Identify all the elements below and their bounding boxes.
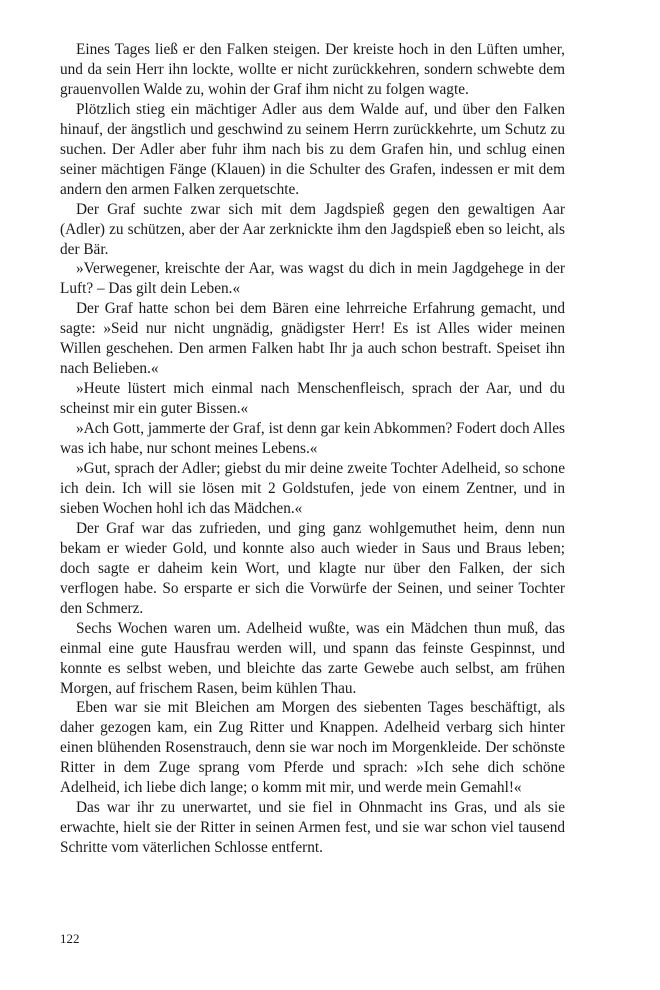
paragraph: Der Graf hatte schon bei dem Bären eine lehrreiche Erfahrung gemacht, und sagte: »Seid nur nicht ungnädig, gnädigster Herr! Es ist Alles wider meinen Willen geschehen. Den armen Falken habt Ihr ja auch schon bestraft. Speiset ihn nach Belieben.« <box>60 300 565 378</box>
paragraph: »Ach Gott, jammerte der Graf, ist denn gar kein Abkommen? Fodert doch Alles was ich habe, nur schont meines Lebens.« <box>60 420 565 458</box>
paragraph: Der Graf war das zufrieden, und ging ganz wohlgemuthet heim, denn nun bekam er wieder Gold, und konnte also auch wieder in Saus und Braus leben; doch sagte er daheim kein Wort, und klagte nur über den Falken, der sich verflogen habe. So ersparte er sich die Vorwürfe der Seinen, und seiner Tochter den Schmerz. <box>60 519 565 617</box>
paragraph: Plötzlich stieg ein mächtiger Adler aus dem Walde auf, und über den Falken hinauf, der ängstlich und geschwind zu seinem Herrn zurückkehrte, um Schutz zu suchen. Der Adler aber fuhr ihm nach bis zu dem Grafen hin, und schlug einen seiner mächtigen Fänge (Klauen) in die Schulter des Grafen, indessen er mit dem andern den armen Falken zerquetschte. <box>60 100 565 198</box>
page-number: 122 <box>60 931 80 946</box>
paragraph: »Heute lüstert mich einmal nach Menschenfleisch, sprach der Aar, und du scheinst mir ein guter Bissen.« <box>60 380 565 418</box>
paragraph: »Gut, sprach der Adler; giebst du mir deine zweite Tochter Adelheid, so schone ich dein. Ich will sie lösen mit 2 Goldstufen, jede von einem Zentner, und in sieben Wochen hohl ich das Mädchen.« <box>60 460 565 517</box>
paragraph: Eines Tages ließ er den Falken steigen. Der kreiste hoch in den Lüften umher, und da sein Herr ihn lockte, wollte er nicht zurückkehren, sondern schwebte dem grauenvollen Walde zu, wohin der Graf ihm nicht zu folgen wagte. <box>60 41 565 98</box>
paragraph: Eben war sie mit Bleichen am Morgen des siebenten Tages beschäftigt, als daher gezogen kam, ein Zug Ritter und Knappen. Adelheid verbarg sich hinter einen blühenden Rosenstrauch, denn sie war noch im Morgenkleide. Der schönste Ritter in dem Zuge sprang vom Pferde und sprach: »Ich sehe dich schöne Adelheid, ich liebe dich lange; o komm mit mir, und werde mein Gemahl!« <box>60 699 565 797</box>
paragraph: »Verwegener, kreischte der Aar, was wagst du dich in mein Jagdgehege in der Luft? – Das gilt dein Leben.« <box>60 260 565 298</box>
paragraph: Sechs Wochen waren um. Adelheid wußte, was ein Mädchen thun muß, das einmal eine gute Hausfrau werden will, und spann das feinste Gespinnst, und konnte es selbst weben, und bleichte das zarte Gewebe auch selbst, am frühen Morgen, auf frischem Rasen, beim kühlen Thau. <box>60 619 565 697</box>
paragraph: Der Graf suchte zwar sich mit dem Jagdspieß gegen den gewaltigen Aar (Adler) zu schützen, aber der Aar zerknickte ihm den Jagdspieß eben so leicht, als der Bär. <box>60 200 565 258</box>
paragraph: Das war ihr zu unerwartet, und sie fiel in Ohnmacht ins Gras, und als sie erwachte, hielt sie der Ritter in seinen Armen fest, und sie war schon viel tausend Schritte vom väterlichen Schlosse entfernt. <box>60 799 565 857</box>
page-body <box>60 40 565 858</box>
